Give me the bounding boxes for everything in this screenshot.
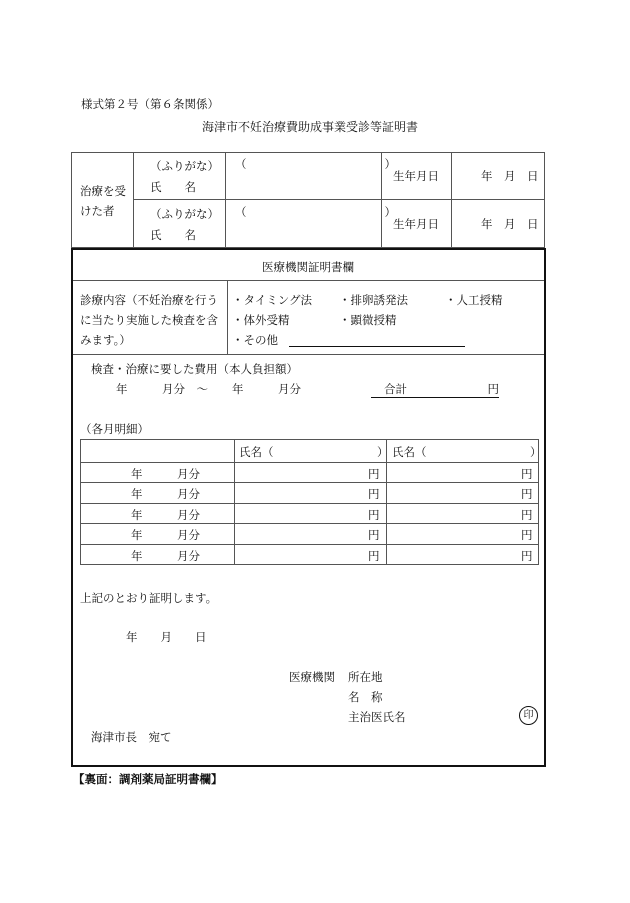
certification-statement: 上記のとおり証明します。	[80, 591, 218, 605]
table-row-amount[interactable]: 円	[368, 508, 380, 522]
total-field[interactable]	[371, 381, 499, 398]
table-row-amount[interactable]: 円	[368, 528, 380, 542]
period-from[interactable]: 年 月分 ～	[116, 382, 208, 396]
table-row-amount[interactable]: 円	[368, 487, 380, 501]
doctor-name-label: 主治医氏名	[348, 710, 406, 724]
table-row-period[interactable]: 年 月分	[131, 508, 200, 522]
document-title: 海津市不妊治療費助成事業受診等証明書	[202, 120, 419, 134]
column-header-name[interactable]: 氏名（ ）	[392, 445, 542, 459]
dob-label: 生年月日	[393, 217, 439, 231]
furigana-label: （ふりがな）	[150, 207, 219, 221]
table-row-amount[interactable]: 円	[368, 467, 380, 481]
table-row-period[interactable]: 年 月分	[131, 467, 200, 481]
furigana-field[interactable]: （ ）	[235, 157, 396, 171]
period-to[interactable]: 年 月分	[232, 382, 301, 396]
table-row-amount[interactable]: 円	[521, 487, 533, 501]
table-row-amount[interactable]: 円	[368, 549, 380, 563]
furigana-label: （ふりがな）	[150, 159, 219, 173]
name-label: 氏 名	[150, 180, 196, 194]
address-label: 所在地	[348, 670, 383, 684]
content-label: みます。）	[80, 333, 131, 347]
option-artificial[interactable]: ・人工授精	[445, 293, 503, 307]
option-micro[interactable]: ・顕微授精	[339, 313, 397, 327]
patient-row-label: 治療を受	[80, 184, 126, 198]
institution-name-label: 名 称	[348, 690, 383, 704]
option-timing[interactable]: ・タイミング法	[232, 293, 313, 307]
addressee: 海津市長 宛て	[91, 730, 172, 744]
option-ivf[interactable]: ・体外受精	[232, 313, 290, 327]
dob-label: 生年月日	[393, 169, 439, 183]
table-row-amount[interactable]: 円	[521, 508, 533, 522]
table-row-amount[interactable]: 円	[521, 528, 533, 542]
content-label: 診療内容（不妊治療を行う	[80, 293, 218, 307]
patient-row-label: けた者	[80, 204, 115, 218]
form-number: 様式第２号（第６条関係）	[81, 97, 219, 111]
table-row-period[interactable]: 年 月分	[131, 549, 200, 563]
option-other[interactable]: ・その他	[232, 333, 278, 347]
monthly-label: （各月明細）	[80, 422, 149, 436]
seal-mark: 印	[519, 706, 538, 725]
certificate-section-title: 医療機関証明書欄	[262, 260, 354, 274]
total-label: 合計	[384, 382, 407, 396]
option-ovulation[interactable]: ・排卵誘発法	[339, 293, 408, 307]
table-row-period[interactable]: 年 月分	[131, 487, 200, 501]
other-underline[interactable]	[289, 346, 465, 347]
table-row-period[interactable]: 年 月分	[131, 528, 200, 542]
furigana-field[interactable]: （ ）	[235, 205, 396, 219]
column-header-name[interactable]: 氏名（ ）	[239, 445, 389, 459]
certification-date[interactable]: 年 月 日	[126, 630, 207, 644]
total-yen: 円	[487, 382, 499, 396]
name-label: 氏 名	[150, 228, 196, 242]
institution-label: 医療機関	[289, 670, 335, 684]
reverse-side-note: 【裏面：調剤薬局証明書欄】	[73, 772, 223, 786]
dob-field[interactable]: 年 月 日	[481, 217, 539, 231]
dob-field[interactable]: 年 月 日	[481, 169, 539, 183]
table-row-amount[interactable]: 円	[521, 549, 533, 563]
table-row-amount[interactable]: 円	[521, 467, 533, 481]
cost-label: 検査・治療に要した費用（本人負担額）	[91, 362, 298, 376]
content-label: に当たり実施した検査を含	[80, 313, 218, 327]
